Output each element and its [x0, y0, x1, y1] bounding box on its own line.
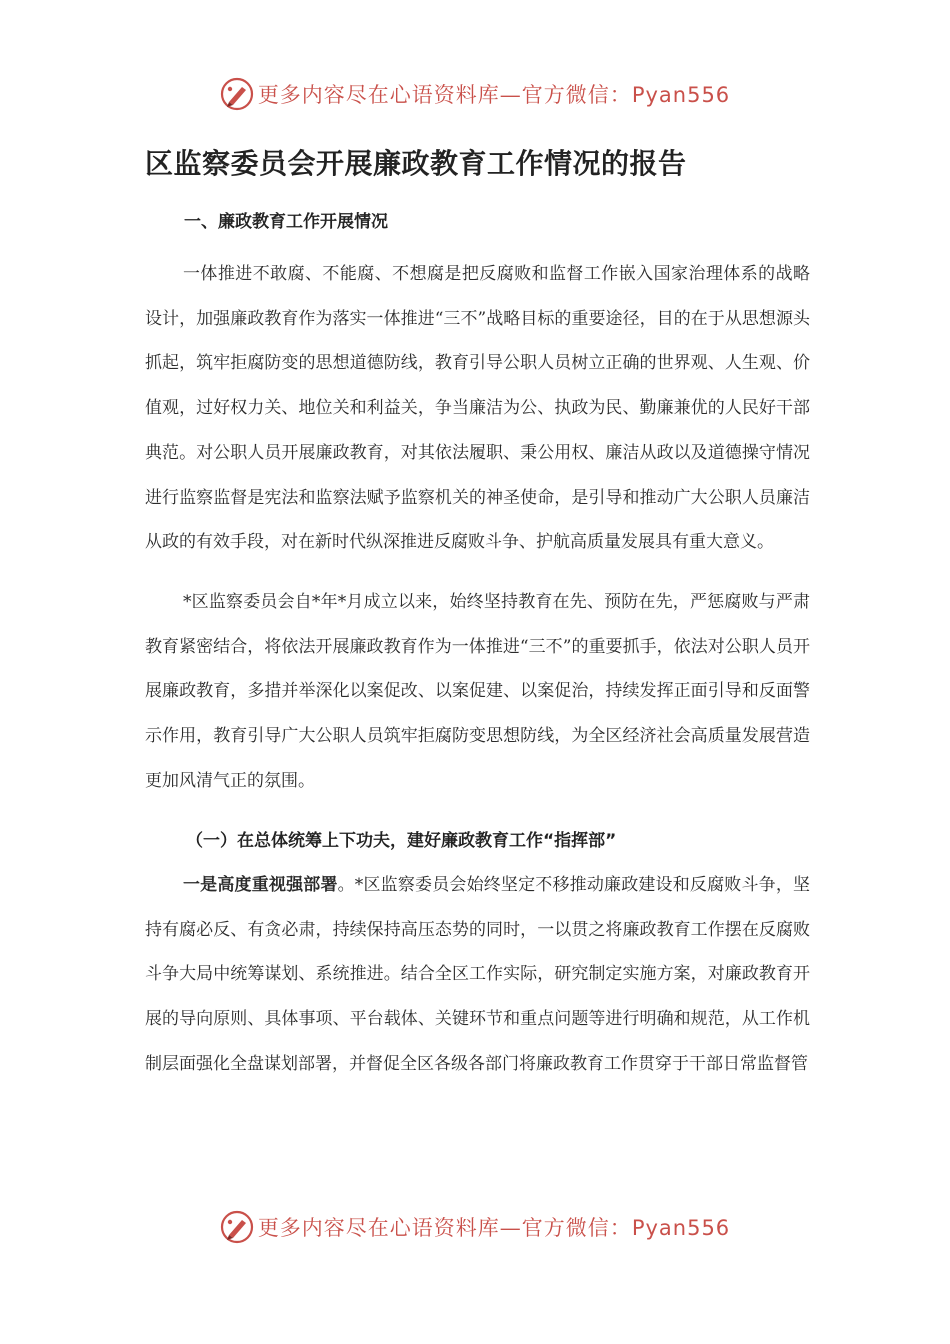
page-title: 区监察委员会开展廉政教育工作情况的报告 — [145, 147, 687, 180]
header-banner — [0, 72, 950, 116]
pen-logo-icon — [220, 77, 254, 111]
banner-text: 更多内容尽在心语资料库—官方微信：Pyan556 — [257, 1216, 731, 1240]
banner-wechat-id: Pyan556 — [631, 83, 731, 107]
subsection-heading: （一）在总体统筹上下功夫，建好廉政教育工作“指挥部” — [186, 831, 617, 851]
paragraph-lead: 一是高度重视强部署 — [183, 875, 338, 895]
paragraph-body: 。*区监察委员会始终坚定不移推动廉政建设和反腐败斗争，坚持有腐必反、有贪必肃，持续保持高压态势的同时，一以贯之将廉政教育工作摆在反腐败斗争大局中统筹谋划、系统推进。结合全区工作实际，研究制定实施方案，对廉政教育开展的导向原则、具体事项、平台载体、关键环节和重点问题等进行明确和规范，从工作机制层面强化全盘谋划部署，并督促全区各级各部门将廉政教育工作贯穿于干部日常监督管 — [145, 875, 810, 1074]
banner-wechat-id: Pyan556 — [631, 1216, 731, 1240]
pen-logo-icon — [220, 1210, 254, 1244]
footer-banner — [0, 1205, 950, 1249]
paragraph — [145, 863, 810, 1087]
paragraph: 一体推进不敢腐、不能腐、不想腐是把反腐败和监督工作嵌入国家治理体系的战略设计，加强廉政教育作为落实一体推进“三不”战略目标的重要途径，目的在于从思想源头抓起，筑牢拒腐防变的思想道德防线，教育引导公职人员树立正确的世界观、人生观、价值观，过好权力关、地位关和利益关，争当廉洁为公、执政为民、勤廉兼优的人民好干部典范。对公职人员开展廉政教育，对其依法履职、秉公用权、廉洁从政以及道德操守情况进行监察监督是宪法和监察法赋予监察机关的神圣使命，是引导和推动广大公职人员廉洁从政的有效手段，对在新时代纵深推进反腐败斗争、护航高质量发展具有重大意义。 — [145, 264, 810, 553]
section-heading: 一、廉政教育工作开展情况 — [184, 212, 388, 232]
banner-text: 更多内容尽在心语资料库—官方微信：Pyan556 — [257, 83, 731, 107]
paragraph: *区监察委员会自*年*月成立以来，始终坚持教育在先、预防在先，严惩腐败与严肃教育紧密结合，将依法开展廉政教育作为一体推进“三不”的重要抓手，依法对公职人员开展廉政教育，多措并举深化以案促改、以案促建、以案促治，持续发挥正面引导和反面警示作用，教育引导广大公职人员筑牢拒腐防变思想防线，为全区经济社会高质量发展营造更加风清气正的氛围。 — [145, 592, 810, 791]
